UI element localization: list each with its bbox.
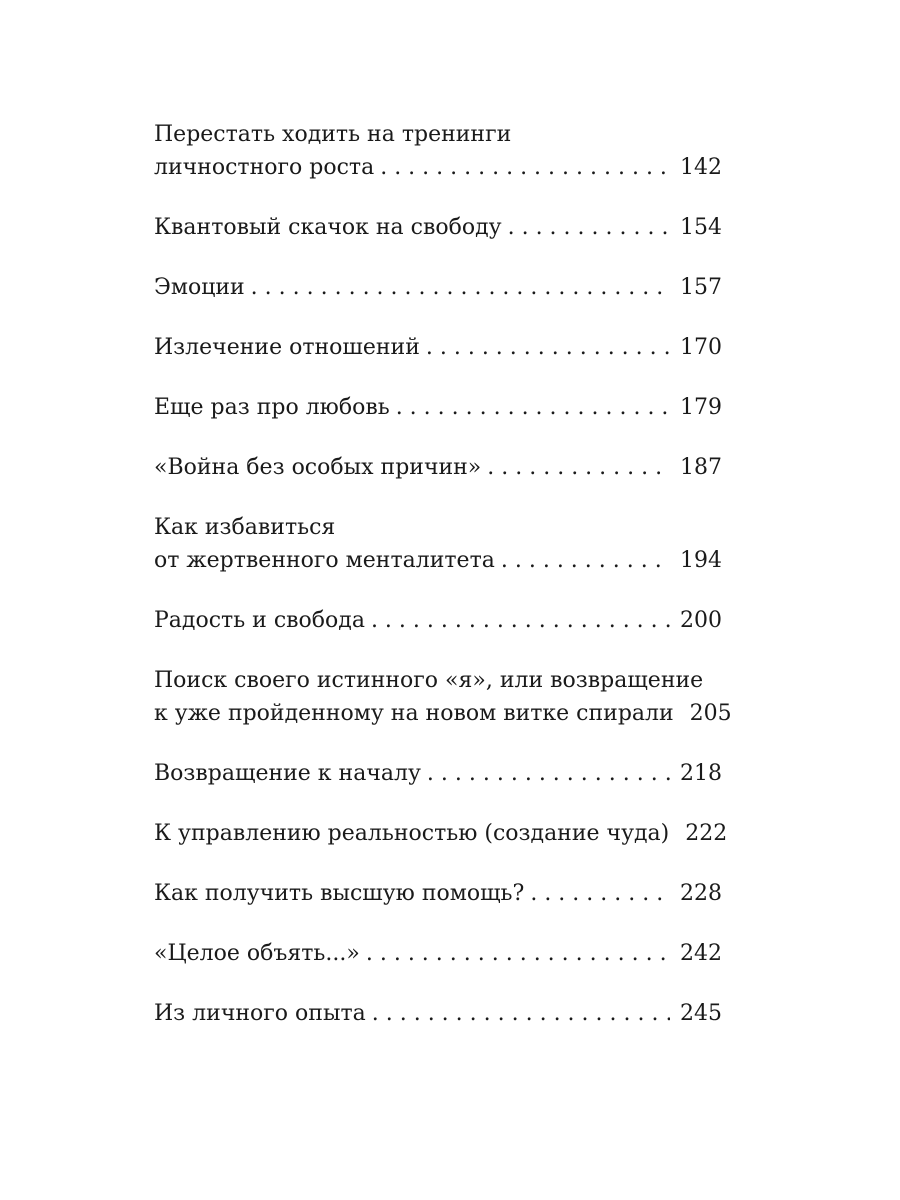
toc-page-number: 242 — [680, 941, 722, 966]
toc-entry-title: Излечение отношений — [154, 335, 420, 360]
dot-leader — [396, 391, 670, 424]
dot-leader — [366, 937, 670, 970]
toc-entry-title: «Целое объять...» — [154, 941, 360, 966]
toc-entry-title: «Война без особых причин» — [154, 455, 482, 480]
dot-leader — [380, 151, 670, 184]
toc-page-number: 205 — [689, 701, 732, 726]
toc-entry-title: Еще раз про любовь — [154, 395, 390, 420]
dot-leader — [371, 604, 670, 637]
toc-page-number: 200 — [680, 608, 722, 633]
toc-entry — [154, 604, 722, 637]
dot-leader — [427, 757, 670, 790]
toc-entry — [154, 757, 722, 790]
toc-entry-title: личностного роста — [154, 155, 375, 180]
toc-page-number: 142 — [680, 155, 722, 180]
toc-entry-title: от жертвенного менталитета — [154, 548, 495, 573]
toc-entry — [154, 118, 722, 184]
toc-entry — [154, 937, 722, 970]
toc-entry-title: Как получить высшую помощь? — [154, 881, 525, 906]
toc-entry-title: Возвращение к началу — [154, 761, 421, 786]
toc-entry-title: Квантовый скачок на свободу — [154, 215, 502, 240]
toc-entry-title: Эмоции — [154, 275, 245, 300]
dot-leader — [426, 331, 670, 364]
toc-page-number: 157 — [680, 275, 722, 300]
dot-leader — [501, 544, 670, 577]
toc-entry — [154, 664, 732, 730]
toc-entry — [154, 271, 722, 304]
toc-entry — [154, 511, 722, 577]
toc-page-number: 194 — [680, 548, 722, 573]
toc-page-number: 218 — [680, 761, 722, 786]
toc-page-number: 179 — [680, 395, 722, 420]
toc-page-number: 187 — [680, 455, 722, 480]
dot-leader — [372, 997, 670, 1030]
toc-page-number: 154 — [680, 215, 722, 240]
dot-leader — [487, 451, 670, 484]
toc-page-number: 170 — [680, 335, 722, 360]
toc-entry — [154, 331, 722, 364]
toc-page-number: 245 — [680, 1001, 722, 1026]
toc-entry-title: Из личного опыта — [154, 1001, 366, 1026]
dot-leader — [508, 211, 670, 244]
toc-page-number: 228 — [680, 881, 722, 906]
toc-entry — [154, 877, 722, 910]
toc-entry — [154, 391, 722, 424]
table-of-contents — [154, 118, 732, 1057]
toc-page-number: 222 — [685, 821, 728, 846]
toc-entry — [154, 997, 722, 1030]
dot-leader — [530, 877, 670, 910]
toc-entry — [154, 451, 722, 484]
toc-entry — [154, 211, 722, 244]
toc-entry-title-line: Поиск своего истинного «я», или возвращение — [154, 668, 704, 693]
toc-entry — [154, 817, 728, 850]
toc-entry-title: к уже пройденному на новом витке спирали — [154, 701, 674, 726]
toc-entry-title-line: Перестать ходить на тренинги — [154, 122, 512, 147]
toc-entry-title: К управлению реальностью (создание чуда) — [154, 821, 670, 846]
toc-entry-title-line: Как избавиться — [154, 515, 336, 540]
toc-entry-title: Радость и свобода — [154, 608, 365, 633]
dot-leader — [251, 271, 670, 304]
